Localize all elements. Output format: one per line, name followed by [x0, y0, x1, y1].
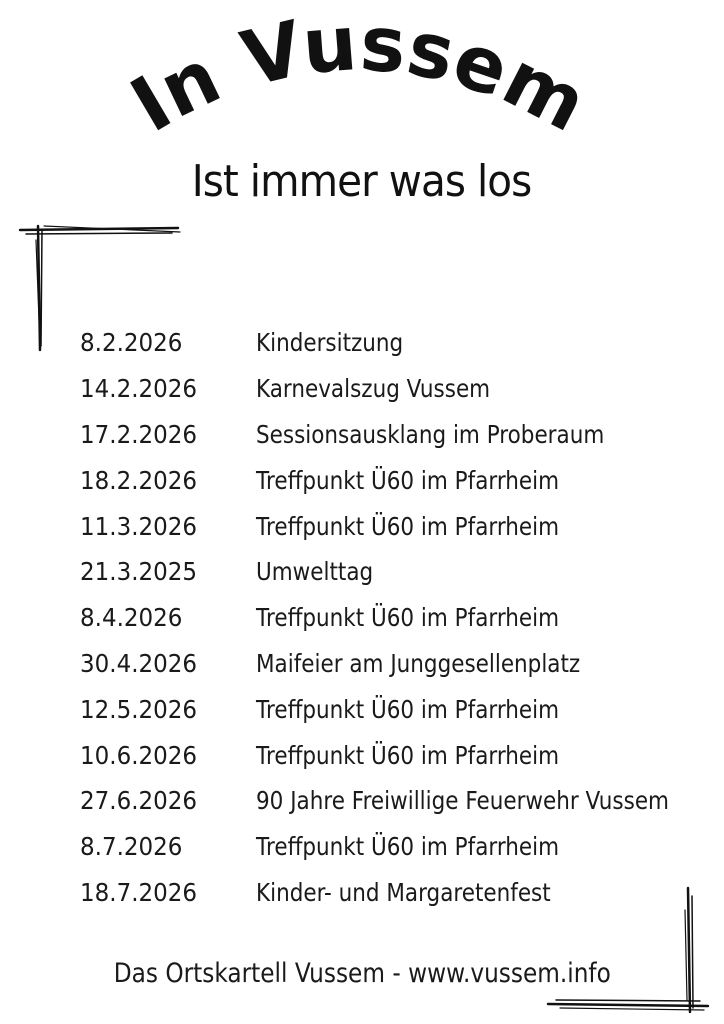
event-name: Umwelttag [256, 557, 374, 587]
event-date: 10.6.2026 [80, 740, 198, 770]
event-date: 18.7.2026 [80, 877, 198, 907]
event-date: 8.7.2026 [80, 832, 183, 862]
event-date: 18.2.2026 [80, 465, 198, 495]
event-row [80, 412, 700, 458]
event-date: 21.3.2025 [80, 557, 198, 587]
event-row [80, 503, 700, 549]
event-row [80, 549, 700, 595]
event-name: Treffpunkt Ü60 im Pfarrheim [256, 511, 560, 541]
page-title-arc [0, 0, 724, 170]
event-date: 27.6.2026 [80, 786, 198, 816]
event-row [80, 320, 700, 366]
event-row [80, 824, 700, 870]
event-name: Sessionsausklang im Proberaum [256, 419, 605, 449]
event-list [80, 320, 700, 915]
event-date: 30.4.2026 [80, 648, 198, 678]
event-date: 8.4.2026 [80, 603, 183, 633]
event-name: Kinder- und Margaretenfest [256, 877, 551, 907]
event-row [80, 457, 700, 503]
event-name: 90 Jahre Freiwillige Feuerwehr Vussem [256, 786, 670, 816]
page-title-text: In Vussem [116, 0, 601, 150]
event-date: 17.2.2026 [80, 419, 198, 449]
event-name: Treffpunkt Ü60 im Pfarrheim [256, 603, 560, 633]
page-subtitle: Ist immer was los [191, 156, 532, 207]
event-row [80, 641, 700, 687]
event-name: Treffpunkt Ü60 im Pfarrheim [256, 740, 560, 770]
event-name: Karnevalszug Vussem [256, 374, 491, 404]
event-row [80, 366, 700, 412]
event-date: 11.3.2026 [80, 511, 198, 541]
event-name: Treffpunkt Ü60 im Pfarrheim [256, 832, 560, 862]
event-row [80, 870, 700, 916]
event-row [80, 595, 700, 641]
event-name: Maifeier am Junggesellenplatz [256, 648, 581, 678]
event-row [80, 732, 700, 778]
event-date: 8.2.2026 [80, 328, 183, 358]
event-name: Treffpunkt Ü60 im Pfarrheim [256, 694, 560, 724]
event-date: 12.5.2026 [80, 694, 198, 724]
event-row [80, 686, 700, 732]
page-title [116, 0, 600, 149]
footer-credit: Das Ortskartell Vussem - www.vussem.info [113, 958, 611, 989]
event-name: Treffpunkt Ü60 im Pfarrheim [256, 465, 560, 495]
event-name: Kindersitzung [256, 328, 404, 358]
event-row [80, 778, 700, 824]
event-date: 14.2.2026 [80, 374, 198, 404]
